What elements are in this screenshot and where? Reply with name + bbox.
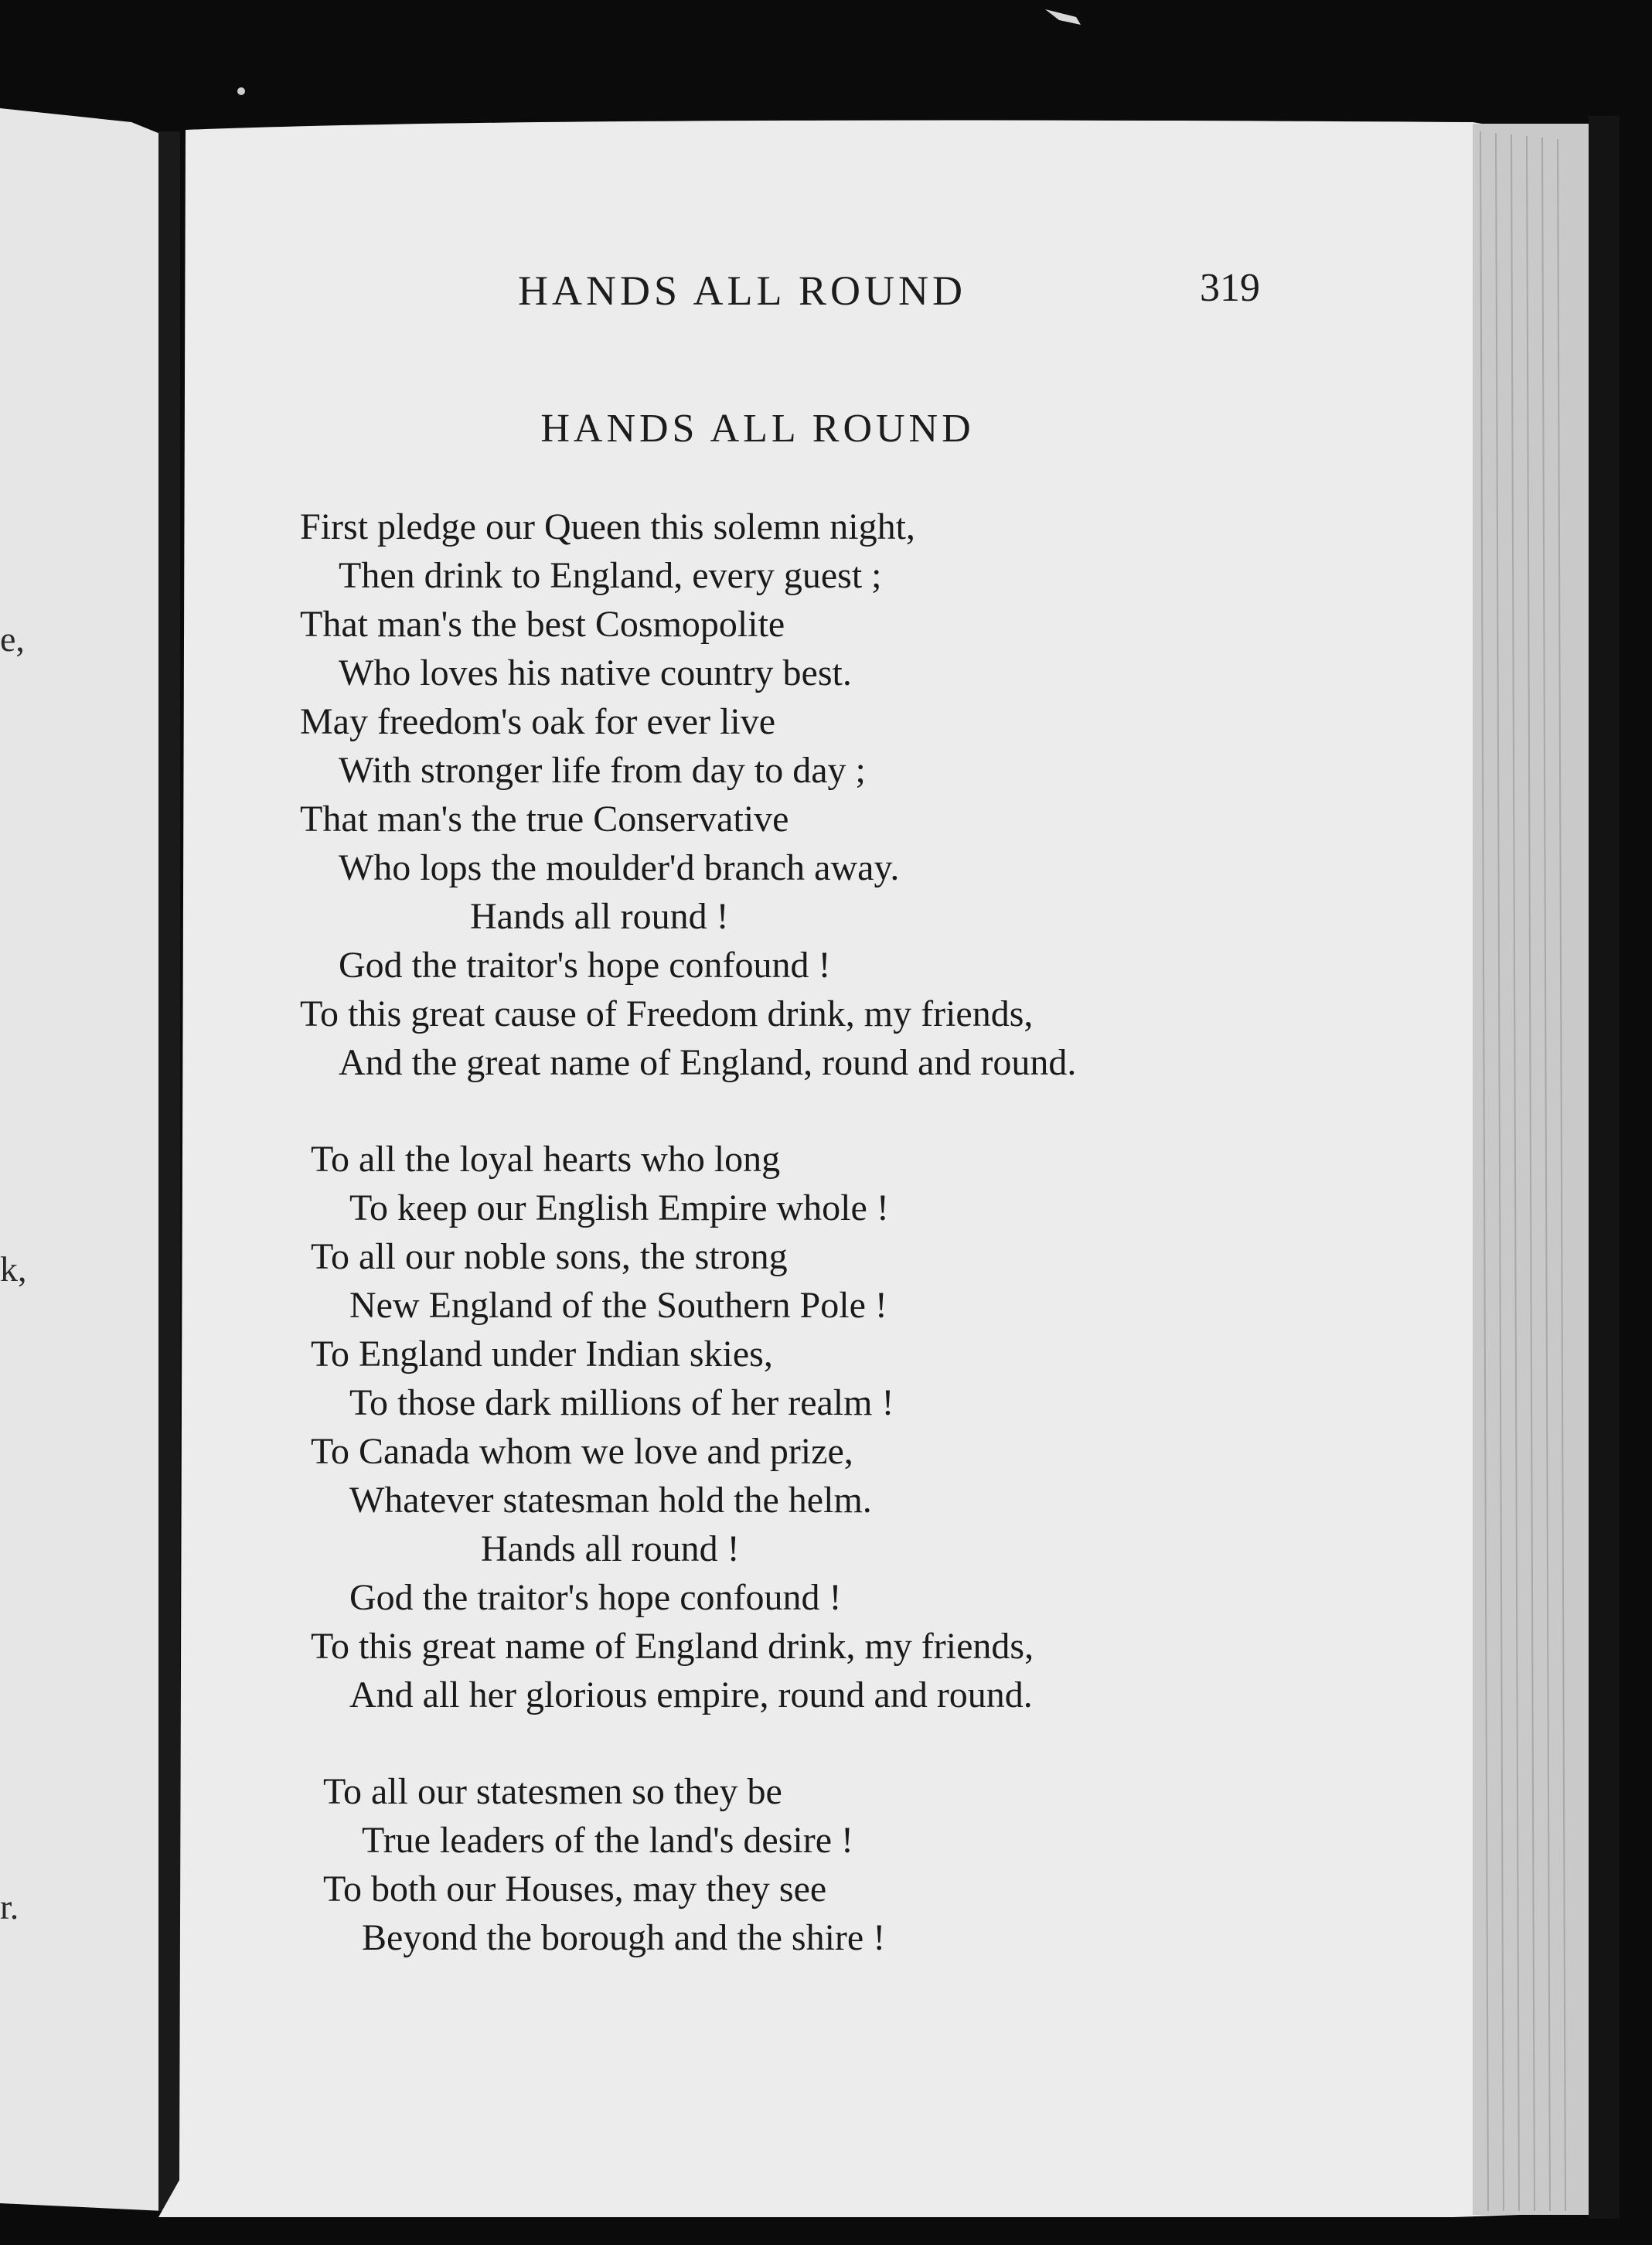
left-page (0, 108, 164, 2211)
poem-line: May freedom's oak for ever live (300, 701, 776, 742)
poem-refrain-line: Hands all round ! (481, 1528, 740, 1569)
left-page-fragment: k, (0, 1249, 27, 1289)
poem-refrain-line: Hands all round ! (470, 896, 729, 937)
poem-line: To England under Indian skies, (311, 1334, 773, 1375)
poem-line: And the great name of England, round and round. (339, 1042, 1077, 1083)
poem-line: To all our statesmen so they be (323, 1771, 782, 1812)
poem-line: To all our noble sons, the strong (311, 1236, 788, 1277)
poem-line: That man's the true Conservative (300, 799, 789, 840)
poem-line: God the traitor's hope confound ! (349, 1577, 842, 1618)
poem-body (300, 502, 1320, 1962)
poem-line: Who loves his native country best. (339, 652, 852, 693)
poem-line: To keep our English Empire whole ! (349, 1187, 889, 1228)
poem-line: Beyond the borough and the shire ! (362, 1917, 886, 1958)
left-page-fragment: r. (0, 1887, 19, 1926)
book-cover-edge (1589, 116, 1620, 2219)
stanza (300, 1135, 1320, 1719)
poem-line: To this great name of England drink, my friends, (311, 1626, 1034, 1667)
poem-line: To this great cause of Freedom drink, my friends, (300, 993, 1034, 1034)
poem-title: HANDS ALL ROUND (540, 407, 975, 451)
poem-line: To both our Houses, may they see (323, 1869, 827, 1909)
page-number: 319 (1200, 266, 1260, 310)
left-page-fragment: e, (0, 619, 25, 659)
stanza (300, 502, 1320, 1087)
poem-line: New England of the Southern Pole ! (349, 1285, 887, 1326)
poem-line: First pledge our Queen this solemn night, (300, 506, 915, 547)
gutter-shadow (158, 131, 180, 2211)
poem-line: With stronger life from day to day ; (339, 750, 866, 791)
poem-line: True leaders of the land's desire ! (362, 1820, 854, 1861)
poem-line: To all the loyal hearts who long (311, 1139, 781, 1180)
poem-line: And all her glorious empire, round and round. (349, 1674, 1033, 1715)
poem-line: That man's the best Cosmopolite (300, 604, 785, 645)
running-head: HANDS ALL ROUND (517, 267, 966, 314)
stanza (300, 1767, 1320, 1962)
poem-line: Then drink to England, every guest ; (339, 555, 882, 596)
dust-speck (237, 87, 245, 95)
poem-line: To those dark millions of her realm ! (349, 1382, 894, 1423)
stanza-break (300, 1087, 1320, 1135)
poem-line: To Canada whom we love and prize, (311, 1431, 853, 1472)
poem-line: Who lops the moulder'd branch away. (339, 847, 900, 888)
poem-line: God the traitor's hope confound ! (339, 945, 831, 986)
poem-line: Whatever statesman hold the helm. (349, 1480, 872, 1521)
stanza-break (300, 1719, 1320, 1767)
